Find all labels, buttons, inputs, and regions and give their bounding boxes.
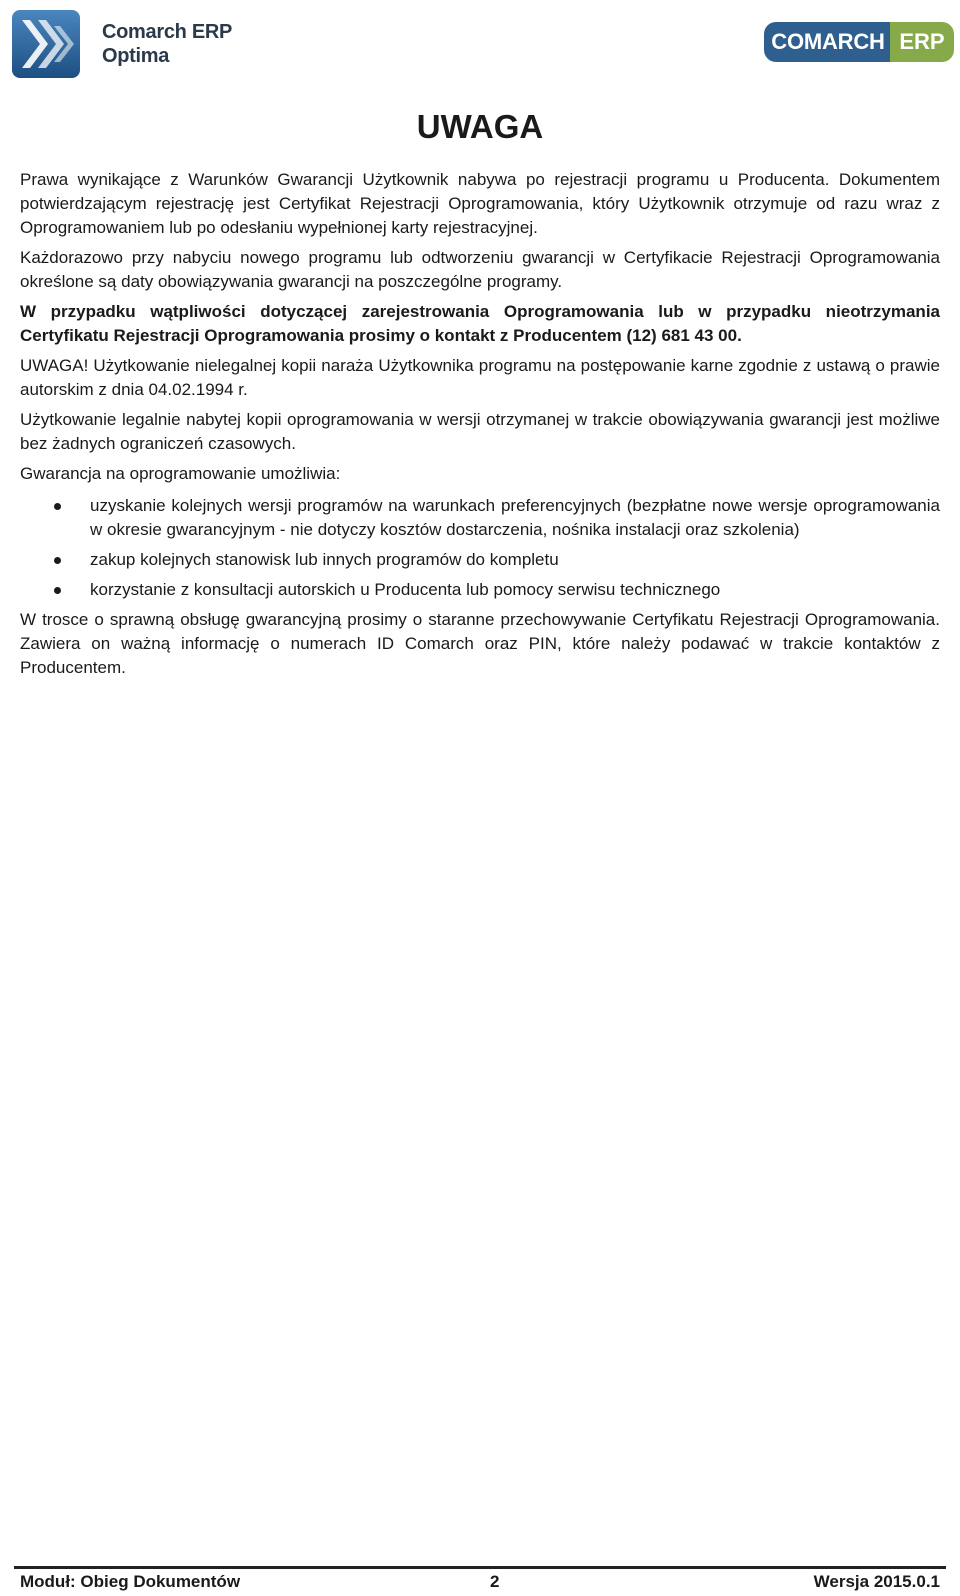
paragraph-illegal-copy-warning: UWAGA! Użytkowanie nielegalnej kopii naraża Użytkownika programu na postępowanie karne zgodnie z ustawą o prawie autorskim z dnia 04.02.1994 r. xyxy=(20,356,940,399)
list-item-text: zakup kolejnych stanowisk lub innych programów do kompletu xyxy=(90,550,559,569)
bullet-icon xyxy=(54,557,61,564)
page-header xyxy=(0,0,960,90)
product-name xyxy=(102,20,232,68)
document-body xyxy=(20,168,940,686)
bullet-icon xyxy=(54,587,61,594)
list-item xyxy=(20,494,940,542)
page-title: UWAGA xyxy=(416,108,544,145)
list-item xyxy=(20,578,940,602)
footer-divider xyxy=(14,1566,946,1569)
brand-erp-label: ERP xyxy=(890,22,954,62)
bullet-icon xyxy=(54,503,61,510)
paragraph-closing: W trosce o sprawną obsługę gwarancyjną prosimy o staranne przechowywanie Certyfikatu Rejestracji Oprogramowania. Zawiera on ważną informację o numerach ID Comarch oraz PIN, które należy podawać w trakcie kontaktów z Producentem. xyxy=(20,610,940,677)
list-item xyxy=(20,548,940,572)
paragraph-warranty-intro: Gwarancja na oprogramowanie umożliwia: xyxy=(20,464,341,483)
paragraph-legal-use: Użytkowanie legalnie nabytej kopii oprogramowania w wersji otrzymanej w trakcie obowiązywania gwarancji jest możliwe bez żadnych ograniczeń czasowych. xyxy=(20,410,940,453)
footer-version: Wersja 2015.0.1 xyxy=(813,1572,940,1591)
product-name-line1: Comarch ERP xyxy=(102,21,233,43)
paragraph-contact: W przypadku wątpliwości dotyczącej zarejestrowania Oprogramowania lub w przypadku nieotrzymania Certyfikatu Rejestracji Oprogramowania prosimy o kontakt z Producentem (12) 681 43 00. xyxy=(20,302,940,345)
product-name-line2: Optima xyxy=(102,45,170,67)
comarch-erp-brand-logo xyxy=(764,22,956,64)
footer-page-number: 2 xyxy=(490,1572,500,1591)
warranty-benefits-list xyxy=(20,494,940,602)
paragraph-warranty-dates: Każdorazowo przy nabyciu nowego programu lub odtworzeniu gwarancji w Certyfikacie Rejestracji Oprogramowania określone są daty obowiązywania gwarancji na poszczególne programy. xyxy=(20,248,940,291)
page-footer xyxy=(20,1572,940,1596)
list-item-text: uzyskanie kolejnych wersji programów na warunkach preferencyjnych (bezpłatne nowe wersje oprogramowania w okresie gwarancyjnym - nie dotyczy kosztów dostarczenia, nośnika instalacji oraz szkolenia) xyxy=(90,496,940,539)
comarch-erp-optima-logo xyxy=(10,8,240,80)
paragraph-registration: Prawa wynikające z Warunków Gwarancji Użytkownik nabywa po rejestracji programu u Producenta. Dokumentem potwierdzającym rejestrację jest Certyfikat Rejestracji Oprogramowania, który Użytkownik otrzymuje od razu wraz z Oprogramowaniem lub po odesłaniu wypełnionej karty rejestracyjnej. xyxy=(20,170,940,237)
list-item-text: korzystanie z konsultacji autorskich u Producenta lub pomocy serwisu technicznego xyxy=(90,580,721,599)
brand-comarch-label: COMARCH xyxy=(764,22,892,62)
footer-module: Moduł: Obieg Dokumentów xyxy=(20,1572,241,1591)
optima-logo-icon xyxy=(10,8,82,80)
